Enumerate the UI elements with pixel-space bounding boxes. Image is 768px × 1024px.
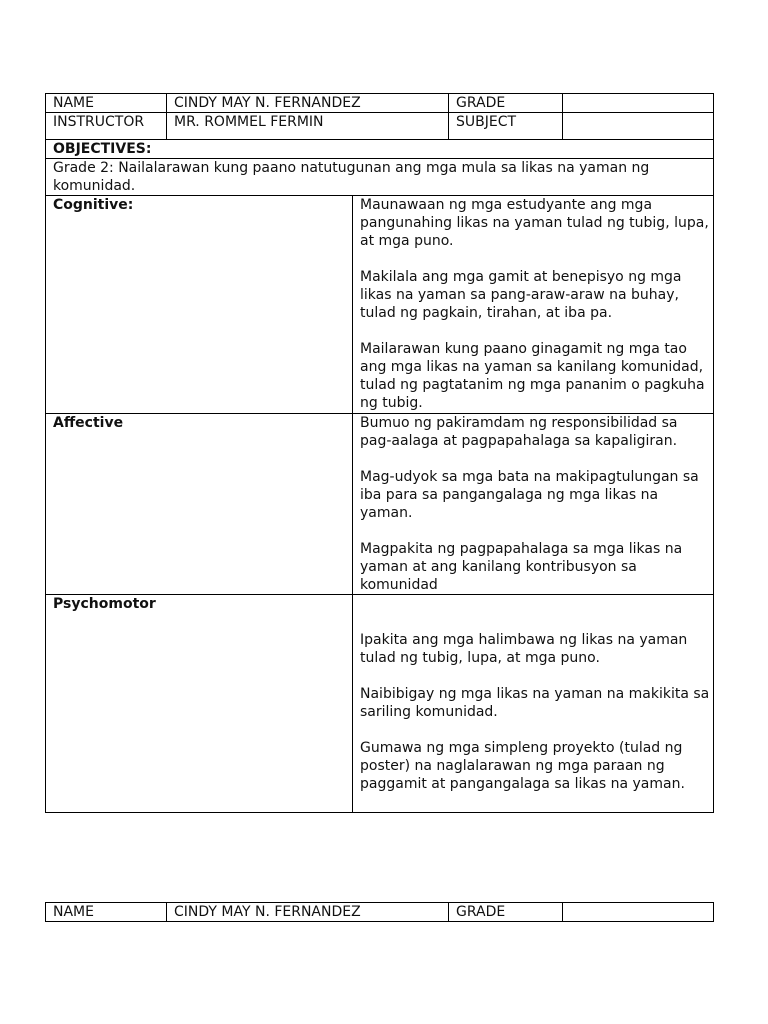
grade-value bbox=[563, 903, 714, 922]
psychomotor-label: Psychomotor bbox=[46, 595, 353, 813]
objective-item: Ipakita ang mga halimbawa ng likas na yaman tulad ng tubig, lupa, at mga puno. bbox=[360, 632, 688, 666]
grade-label: GRADE bbox=[449, 94, 563, 113]
objective-item: Gumawa ng mga simpleng proyekto (tulad ng poster) na naglalarawan ng mga paraan ng paggamit at pangangalaga sa likas na yaman. bbox=[360, 740, 685, 792]
objective-item: Mag-udyok sa mga bata na makipagtulungan sa iba para sa pangangalaga ng mga likas na yaman. bbox=[360, 469, 699, 521]
affective-objectives bbox=[353, 414, 714, 595]
affective-label: Affective bbox=[46, 414, 353, 595]
cognitive-objectives bbox=[353, 196, 714, 414]
subject-value bbox=[563, 113, 714, 140]
objective-item: Makilala ang mga gamit at benepisyo ng mga likas na yaman sa pang-araw-araw na buhay, tulad ng pagkain, tirahan, at iba pa. bbox=[360, 269, 682, 321]
objective-item: Mailarawan kung paano ginagamit ng mga tao ang mga likas na yaman sa kanilang komunidad, tulad ng pagtatanim ng mga pananim o pagkuha ng tubig. bbox=[360, 341, 705, 411]
grade-value bbox=[563, 94, 714, 113]
name-label: NAME bbox=[46, 94, 167, 113]
name-label: NAME bbox=[46, 903, 167, 922]
objectives-statement: Grade 2: Nailalarawan kung paano natutugunan ang mga mula sa likas na yaman ng komunidad. bbox=[46, 159, 714, 196]
name-value: CINDY MAY N. FERNANDEZ bbox=[167, 903, 449, 922]
instructor-label: INSTRUCTOR bbox=[46, 113, 167, 140]
subject-label: SUBJECT bbox=[449, 113, 563, 140]
name-value: CINDY MAY N. FERNANDEZ bbox=[167, 94, 449, 113]
objective-item: Bumuo ng pakiramdam ng responsibilidad sa pag-aalaga at pagpapahalaga sa kapaligiran. bbox=[360, 415, 678, 449]
psychomotor-objectives bbox=[353, 595, 714, 813]
blank-line bbox=[360, 595, 713, 613]
lesson-plan-table bbox=[45, 93, 714, 813]
cognitive-label: Cognitive: bbox=[46, 196, 353, 414]
objective-item: Naibibigay ng mga likas na yaman na makikita sa sariling komunidad. bbox=[360, 686, 710, 720]
grade-label: GRADE bbox=[449, 903, 563, 922]
second-page-header-table bbox=[45, 902, 714, 922]
objective-item: Magpakita ng pagpapahalaga sa mga likas na yaman at ang kanilang kontribusyon sa komunidad bbox=[360, 541, 683, 593]
instructor-value: MR. ROMMEL FERMIN bbox=[167, 113, 449, 140]
objective-item: Maunawaan ng mga estudyante ang mga pangunahing likas na yaman tulad ng tubig, lupa, at mga puno. bbox=[360, 197, 709, 249]
objectives-heading: OBJECTIVES: bbox=[46, 140, 714, 159]
